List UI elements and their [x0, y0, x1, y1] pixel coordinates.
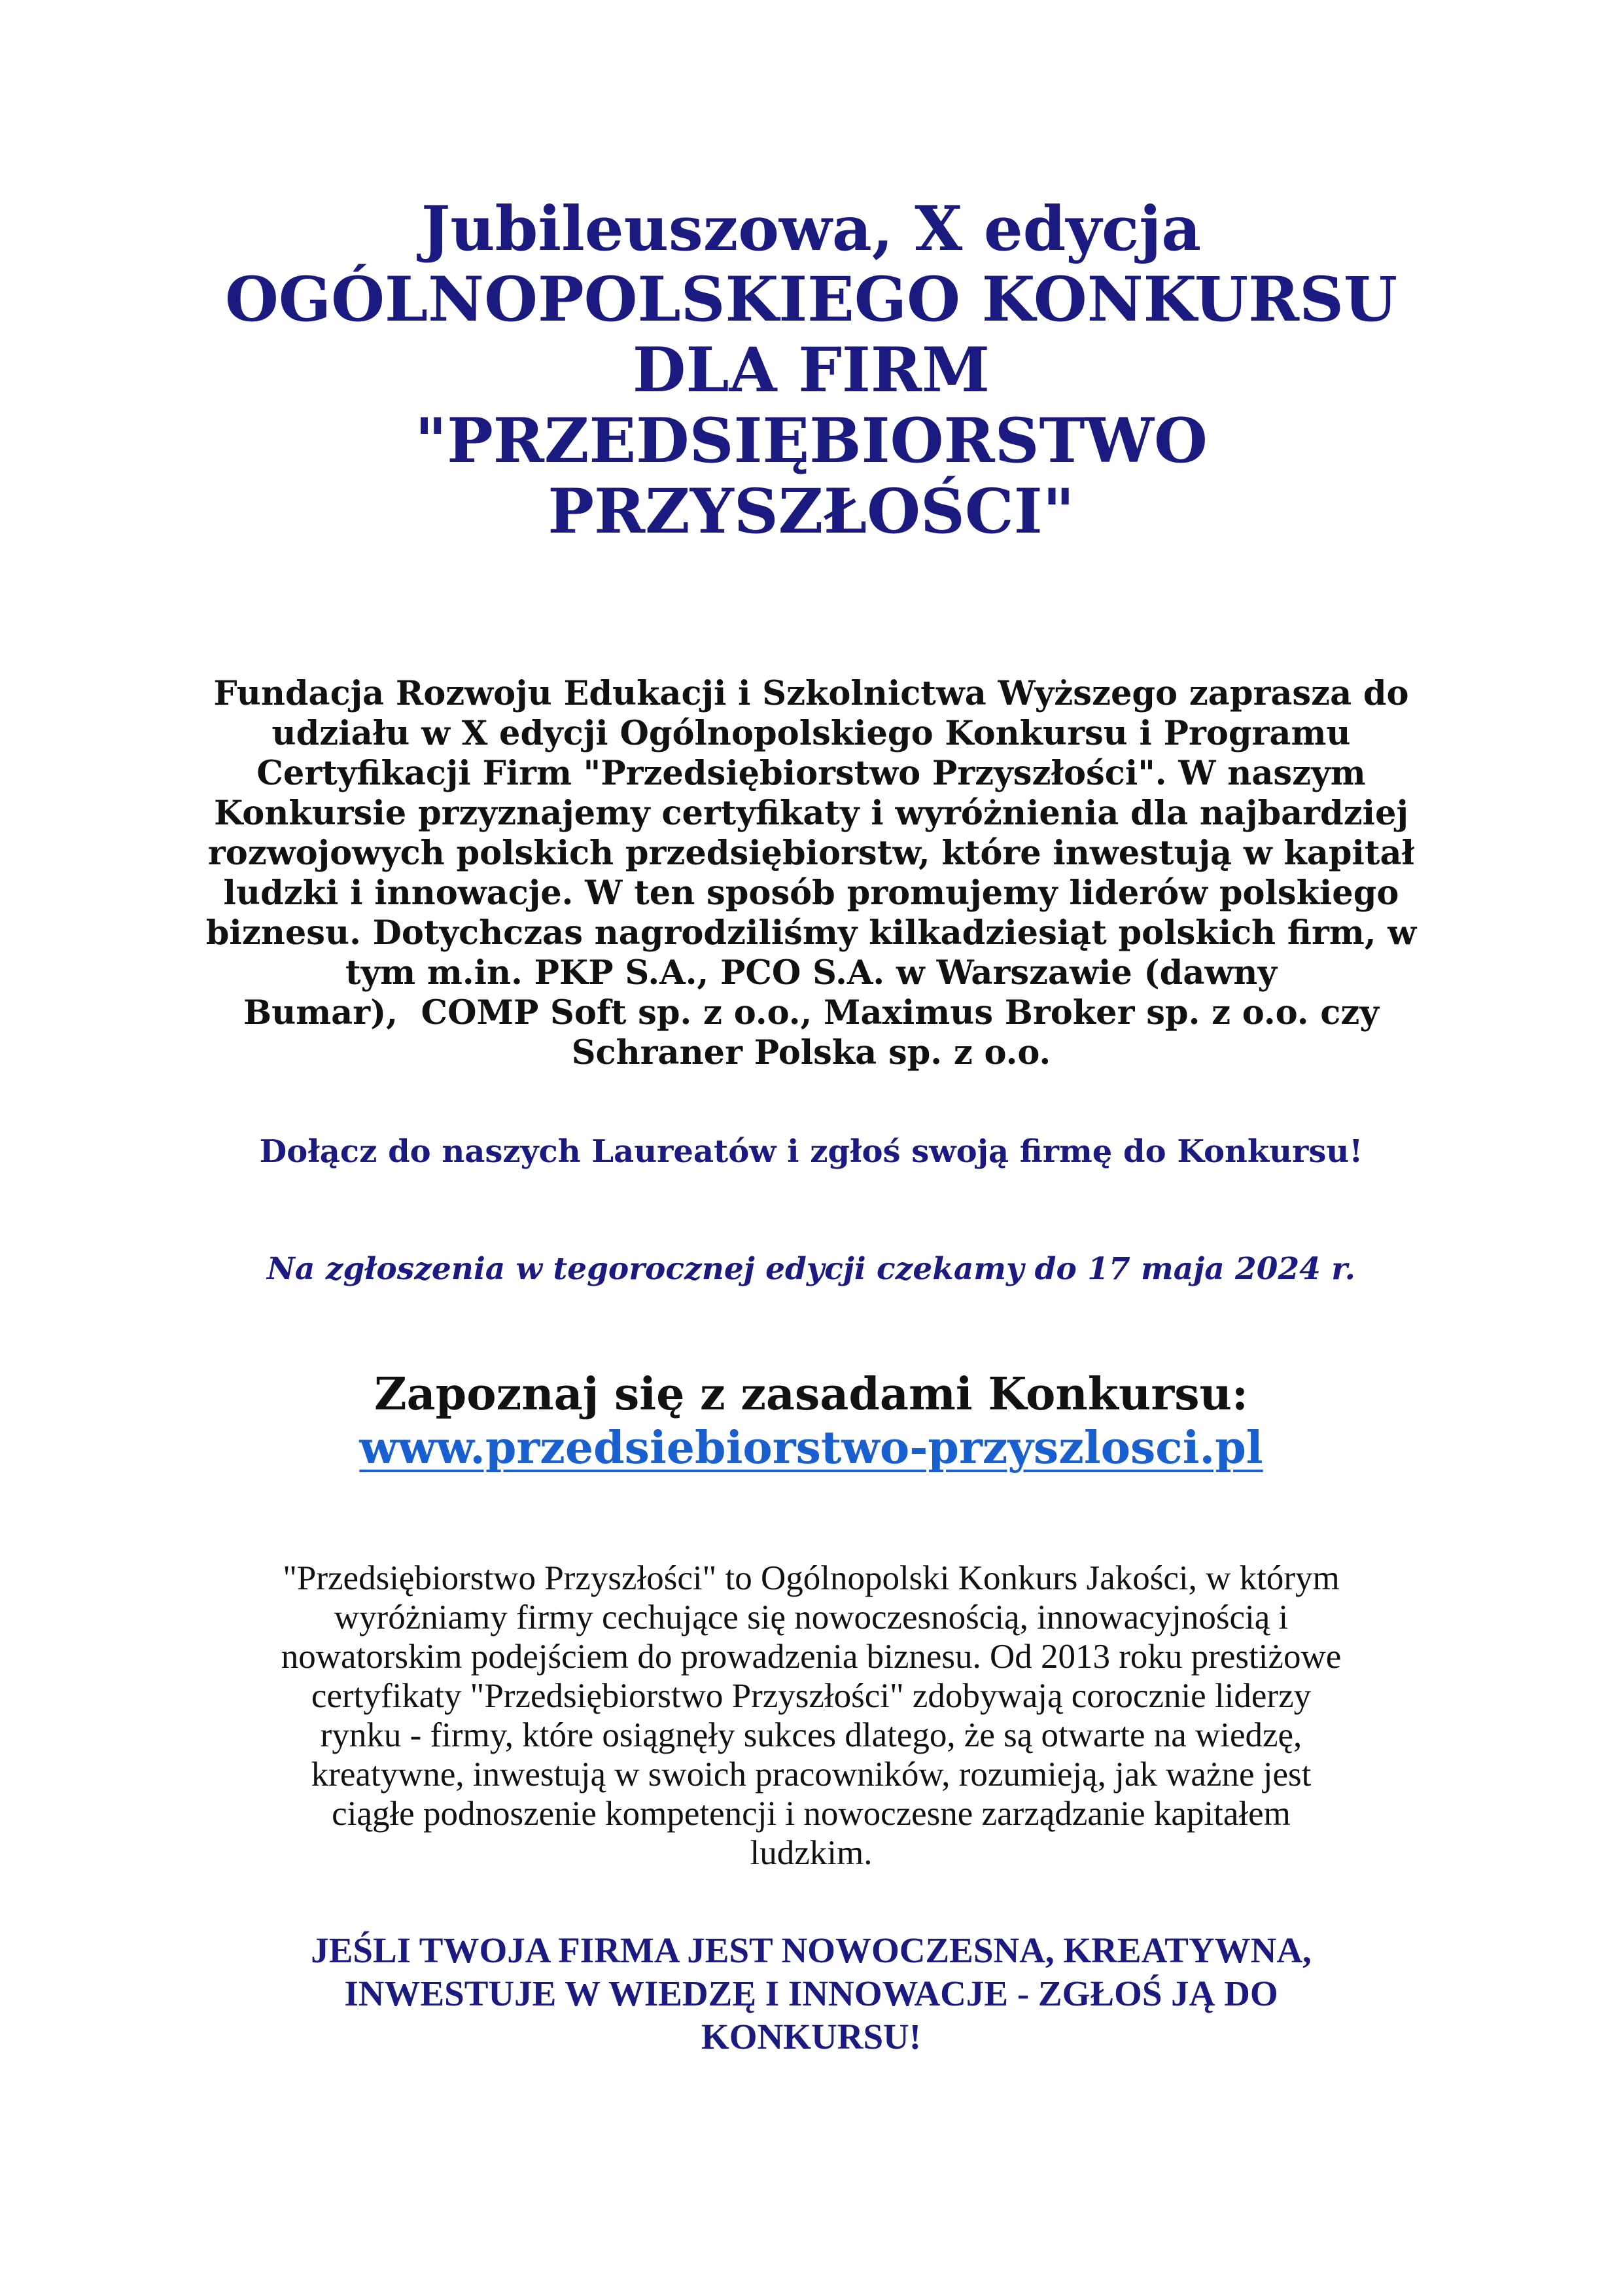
description-line: ciągłe podnoszenie kompetencji i nowoczesne zarządzanie kapitałem [332, 1795, 1291, 1833]
deadline-notice: Na zgłoszenia w tegorocznej edycji czekamy do 17 maja 2024 r. [266, 1251, 1356, 1287]
description-line: "Przedsiębiorstwo Przyszłości" to Ogólnopolski Konkurs Jakości, w którym [283, 1559, 1340, 1597]
closing-line: JEŚLI TWOJA FIRMA JEST NOWOCZESNA, KREATYWNA, [311, 1930, 1312, 1970]
rules-section [157, 1368, 1465, 1475]
intro-line: Bumar), COMP Soft sp. z o.o., Maximus Broker sp. z o.o. czy [243, 993, 1379, 1033]
intro-line: Konkursie przyznajemy certyfikaty i wyróżnienia dla najbardziej [214, 794, 1408, 833]
intro-line: Certyfikacji Firm "Przedsiębiorstwo Przyszłości". W naszym [256, 754, 1366, 793]
description-line: ludzkim. [750, 1834, 873, 1872]
call-to-action: Dołącz do naszych Laureatów i zgłoś swoją firmę do Konkursu! [259, 1133, 1363, 1170]
description-line: rynku - firmy, które osiągnęły sukces dlatego, że są otwarte na wiedzę, [320, 1716, 1302, 1754]
closing-call [157, 1929, 1465, 2058]
page-title [157, 194, 1465, 547]
description-line: wyróżniamy firmy cechujące się nowoczesnością, innowacyjnością i [334, 1598, 1289, 1636]
intro-line: udziału w X edycji Ogólnopolskiego Konkursu i Programu [271, 714, 1351, 753]
intro-line: rozwojowych polskich przedsiębiorstw, które inwestują w kapitał [207, 834, 1415, 873]
title-line: DLA FIRM [632, 334, 990, 406]
closing-line: KONKURSU! [701, 2017, 922, 2057]
intro-line: tym m.in. PKP S.A., PCO S.A. w Warszawie (dawny [345, 953, 1277, 993]
rules-heading: Zapoznaj się z zasadami Konkursu: [374, 1368, 1249, 1421]
intro-line: biznesu. Dotychczas nagrodziliśmy kilkadziesiąt polskich firm, w [205, 913, 1417, 953]
description-line: certyfikaty "Przedsiębiorstwo Przyszłości" zdobywają corocznie liderzy [311, 1677, 1312, 1715]
description-paragraph [170, 1559, 1452, 1873]
intro-paragraph [183, 674, 1439, 1073]
title-line: Jubileuszowa, X edycja [421, 193, 1202, 265]
title-line: "PRZEDSIĘBIORSTWO [415, 405, 1208, 477]
title-line: OGÓLNOPOLSKIEGO KONKURSU [225, 264, 1397, 336]
title-line: PRZYSZŁOŚCI" [548, 476, 1075, 548]
rules-link-wrapper [157, 1421, 1465, 1475]
intro-line: Schraner Polska sp. z o.o. [571, 1033, 1051, 1072]
description-line: kreatywne, inwestują w swoich pracowników, rozumieją, jak ważne jest [311, 1756, 1312, 1793]
intro-line: Fundacja Rozwoju Edukacji i Szkolnictwa Wyższego zaprasza do [213, 674, 1409, 713]
description-line: nowatorskim podejściem do prowadzenia biznesu. Od 2013 roku prestiżowe [281, 1638, 1342, 1676]
closing-line: INWESTUJE W WIEDZĘ I INNOWACJE - ZGŁOŚ JĄ DO [344, 1973, 1278, 2013]
intro-line: ludzki i innowacje. W ten sposób promujemy liderów polskiego [223, 874, 1399, 913]
website-link[interactable]: www.przedsiebiorstwo-przyszlosci.pl [359, 1422, 1263, 1474]
